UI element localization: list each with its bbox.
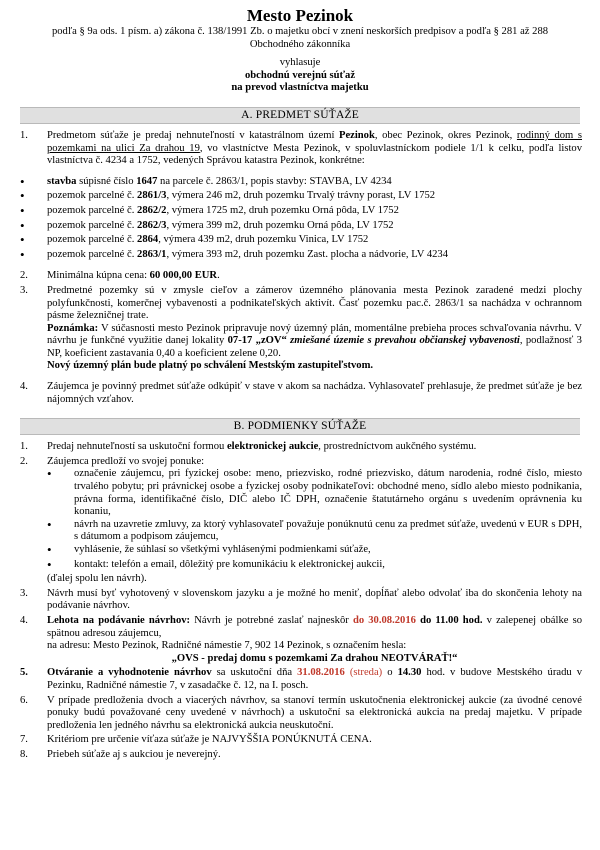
text-span: pozemok parcelné č. — [47, 248, 138, 260]
text-span: (ďalej spolu len návrh). — [47, 573, 147, 585]
bold-text: 2862/2 — [137, 204, 167, 216]
property-item — [20, 190, 582, 205]
bold-text: elektronickej aukcie — [226, 441, 319, 453]
bullet-icon — [47, 519, 74, 544]
text-span: Záujemca predloží vo svojej ponuke: — [47, 455, 205, 467]
text-span: , vo vlastníctve Mesta Pezinok, v spoluvlastníckom podiele 1/1 k celku, podľa listov vlastníctva č. 4234 a 1752, vedených Správou katastra Pezinok, konkrétne: — [47, 142, 582, 167]
text-span: Predmetné pozemky sú v zmysle cieľov a zámerov územného plánovania mesta Pezinok zaradené medzi plochy polyfunkčnosti, komerčnej vybavenosti a podnikateľských aktivít. Časť pozemku pac.č. 2863/1 sa nachádza v ochrannom pásme železničnej trate. — [47, 284, 582, 322]
item-text — [47, 667, 582, 692]
requirement-item — [47, 468, 582, 518]
item-text — [47, 456, 582, 586]
item-number: 7. — [20, 734, 28, 746]
b-item-4 — [20, 615, 582, 665]
offer-requirements — [47, 468, 582, 573]
legal-basis: podľa § 9a ods. 1 písm. a) zákona č. 138/1991 Zb. o majetku obcí v znení neskorších predpisov a podľa § 281 až 288 Obchodného zákonníka — [51, 26, 549, 50]
note-emphasis: Nový územný plán bude platný po schválení Mestským zastupiteľstvom. — [47, 360, 374, 372]
text-span: , podlažnosť 3 NP, koeficient zastavania 0,40 a koeficient zelene 0,20. — [47, 335, 582, 359]
requirement-text: označenie záujemcu, pri fyzickej osobe: meno, priezvisko, rodné priezvisko, dátum narodenia, rodné číslo, miesto trvalého pobytu; pri právnickej osobe a fyzickej osoby podnikateľovi: obchodné meno, sídlo alebo miesto podnikania, právna forma, identifikačné číslo, DIČ alebo IČ DPH, označenie štatutárneho orgánu s uvedením oprávnenia ku konaniu, — [74, 468, 582, 518]
section-b — [0, 441, 600, 761]
envelope-password: „OVS - predaj domu s pozemkami Za drahou NEOTVÁRAŤ!“ — [171, 652, 458, 664]
text-span: . — [217, 270, 220, 282]
item-text: Návrh musí byť vyhotovený v slovenskom jazyku a je možné ho meniť, dopĺňať alebo odvolať iba do skončenia lehoty na podávanie návrhov. — [47, 587, 582, 612]
zone-code: 07-17 „zOV“ — [227, 335, 287, 347]
text-span: pozemok parcelné č. — [47, 204, 138, 216]
b-item-8 — [20, 749, 582, 762]
property-item — [20, 176, 582, 191]
item-text — [47, 130, 582, 168]
bold-text: Pezinok — [338, 129, 375, 141]
announce-verb: vyhlasuje — [279, 57, 321, 69]
text-span: , výmera 1725 m2, druh pozemku Orná pôda, LV 1752 — [166, 204, 399, 216]
item-number: 4. — [20, 381, 28, 393]
a-item-2 — [20, 270, 582, 283]
item-number: 3. — [20, 587, 28, 599]
note-label: Poznámka: — [47, 322, 99, 334]
text-span: Návrh je potrebné zaslať najneskôr — [190, 614, 353, 626]
address-line: na adresu: Mesto Pezinok, Radničné námestie 7, 902 14 Pezinok, s označením hesla: — [47, 640, 407, 652]
property-item — [20, 220, 582, 235]
text-span: , prostredníctvom aukčného systému. — [318, 441, 477, 453]
item-text — [47, 615, 582, 665]
a-item-3 — [20, 285, 582, 373]
item-text — [47, 441, 582, 454]
text-span: hod. v budove Mestského úradu v Pezinku, Radničné námestie 7, v zasadačke č. 12, na I. posch. — [47, 667, 583, 691]
deadline-label: Lehota na podávanie návrhov: — [47, 614, 191, 626]
text-span: V súčasnosti mesto Pezinok pripravuje nový územný plán, momentálne prebieha proces schvaľovania návrhu. V návrhu je funkčné využitie danej lokality — [47, 322, 582, 347]
b-item-2 — [20, 456, 582, 586]
text-span: , výmera 393 m2, druh pozemku Zast. plocha a nádvorie, LV 4234 — [166, 248, 449, 260]
property-text — [47, 190, 435, 205]
document-title: Mesto Pezinok — [246, 6, 354, 25]
evaluation-day: (streda) — [344, 667, 383, 679]
text-span: Predaj nehnuteľností sa uskutoční formou — [47, 441, 227, 453]
text-span: , výmera 399 m2, druh pozemku Orná pôda, LV 1752 — [166, 219, 394, 231]
property-text — [47, 176, 392, 191]
requirement-item — [47, 519, 582, 544]
bold-text: 1647 — [136, 175, 158, 187]
item-number: 2. — [20, 270, 28, 282]
text-span: pozemok parcelné č. — [47, 219, 138, 231]
a-item-4 — [20, 381, 582, 406]
property-item — [20, 205, 582, 220]
section-b-heading: B. PODMIENKY SÚŤAŽE — [20, 418, 580, 435]
text-span: Minimálna kúpna cena: — [47, 270, 150, 282]
item-number: 8. — [20, 748, 28, 760]
item-number: 5. — [20, 667, 28, 679]
section-a — [0, 130, 600, 406]
text-span: súpisné číslo — [76, 175, 137, 187]
bold-text: 2862/3 — [137, 219, 167, 231]
bullet-icon — [47, 559, 74, 574]
text-span: , výmera 439 m2, druh pozemku Vinica, LV 1752 — [158, 234, 369, 246]
text-span: v zalepenej obálke so spätnou adresou záujemcu, — [47, 614, 582, 639]
item-text: Kritériom pre určenie víťaza súťaže je NAJVYŠŠIA PONÚKNUTÁ CENA. — [47, 734, 372, 746]
property-item — [20, 234, 582, 249]
requirement-item — [47, 559, 582, 574]
bold-text: 2864 — [137, 234, 159, 246]
a-item-1 — [20, 130, 582, 168]
announce-purpose: na prevod vlastníctva majetku — [231, 82, 369, 94]
bullet-icon — [20, 249, 47, 264]
text-span: pozemok parcelné č. — [47, 234, 138, 246]
deadline-date: do 30.08.2016 — [352, 614, 416, 626]
item-number: 3. — [20, 284, 28, 296]
item-text — [47, 270, 582, 283]
property-item — [20, 249, 582, 264]
bold-text: 2861/3 — [137, 190, 167, 202]
b-item-5 — [20, 667, 582, 692]
text-span: pozemok parcelné č. — [47, 190, 138, 202]
item-text: V prípade predloženia dvoch a viacerých návrhov, sa stanoví termín uskutočnenia elektronickej aukcie (za úvodné cenové ponuky budú považované ceny uvedené v návrhoch) a uskutoční sa elektronická aukcia na predaj majetku. V prípade predloženia len jedného návrhu sa elektronická aukcia neuskutoční. — [47, 694, 582, 731]
property-text — [47, 220, 394, 235]
text-span: o — [382, 667, 398, 679]
min-price: 60 000,00 EUR — [149, 270, 218, 282]
item-number: 2. — [20, 455, 28, 467]
text-span: Predmetom súťaže je predaj nehnuteľností v katastrálnom území — [47, 129, 339, 141]
item-number: 6. — [20, 694, 28, 706]
bullet-icon — [47, 468, 74, 518]
zone-description: zmiešané územie s prevahou občianskej vybavenosti — [286, 335, 520, 347]
bold-text: 2863/1 — [137, 248, 167, 260]
bold-text: stavba — [47, 175, 77, 187]
property-text — [47, 234, 368, 249]
b-item-6 — [20, 695, 582, 733]
text-span: , výmera 246 m2, druh pozemku Trvalý trávny porast, LV 1752 — [166, 190, 436, 202]
evaluation-date: 31.08.2016 — [297, 667, 345, 679]
item-number: 4. — [20, 614, 28, 626]
item-text — [47, 285, 582, 373]
b-item-1 — [20, 441, 582, 454]
announce-type: obchodnú verejnú súťaž — [244, 69, 356, 81]
requirement-text: vyhlásenie, že súhlasí so všetkými vyhlásenými podmienkami súťaže, — [74, 544, 371, 555]
text-span: sa uskutoční dňa — [211, 667, 298, 679]
item-number: 1. — [20, 441, 28, 453]
item-number: 1. — [20, 129, 28, 141]
property-name: rodinný dom s pozemkami na ulici Za drahou 19 — [47, 129, 582, 154]
evaluation-time: 14.30 — [397, 667, 422, 679]
property-text — [47, 249, 448, 264]
text-span: , obec Pezinok, okres Pezinok, — [374, 129, 517, 141]
requirement-text: kontakt: telefón a email, dôležitý pre komunikáciu k elektronickej aukcii, — [74, 558, 385, 570]
item-text: Záujemca je povinný predmet súťaže odkúpiť v stave v akom sa nachádza. Vyhlasovateľ prehlasuje, že predmet súťaže je bez nájomných vzťahov. — [47, 381, 582, 405]
b-item-7 — [20, 734, 582, 747]
requirement-item — [47, 544, 582, 559]
property-text — [47, 205, 399, 220]
text-span: na parcele č. 2863/1, popis stavby: STAVBA, LV 4234 — [157, 175, 392, 187]
item-text: Priebeh súťaže aj s aukciou je neverejný. — [47, 748, 221, 760]
property-list — [20, 176, 582, 264]
requirement-text: návrh na uzavretie zmluvy, za ktorý vyhlasovateľ považuje ponúknutú cenu za predmet súťaže, uvedenú v EUR s DPH, s dátumom a podpisom záujemcu, — [74, 518, 582, 543]
b-item-3 — [20, 588, 582, 613]
evaluation-label: Otváranie a vyhodnotenie návrhov — [47, 667, 212, 679]
deadline-time: do 11.00 hod. — [415, 614, 483, 626]
section-a-heading: A. PREDMET SÚŤAŽE — [20, 107, 580, 124]
